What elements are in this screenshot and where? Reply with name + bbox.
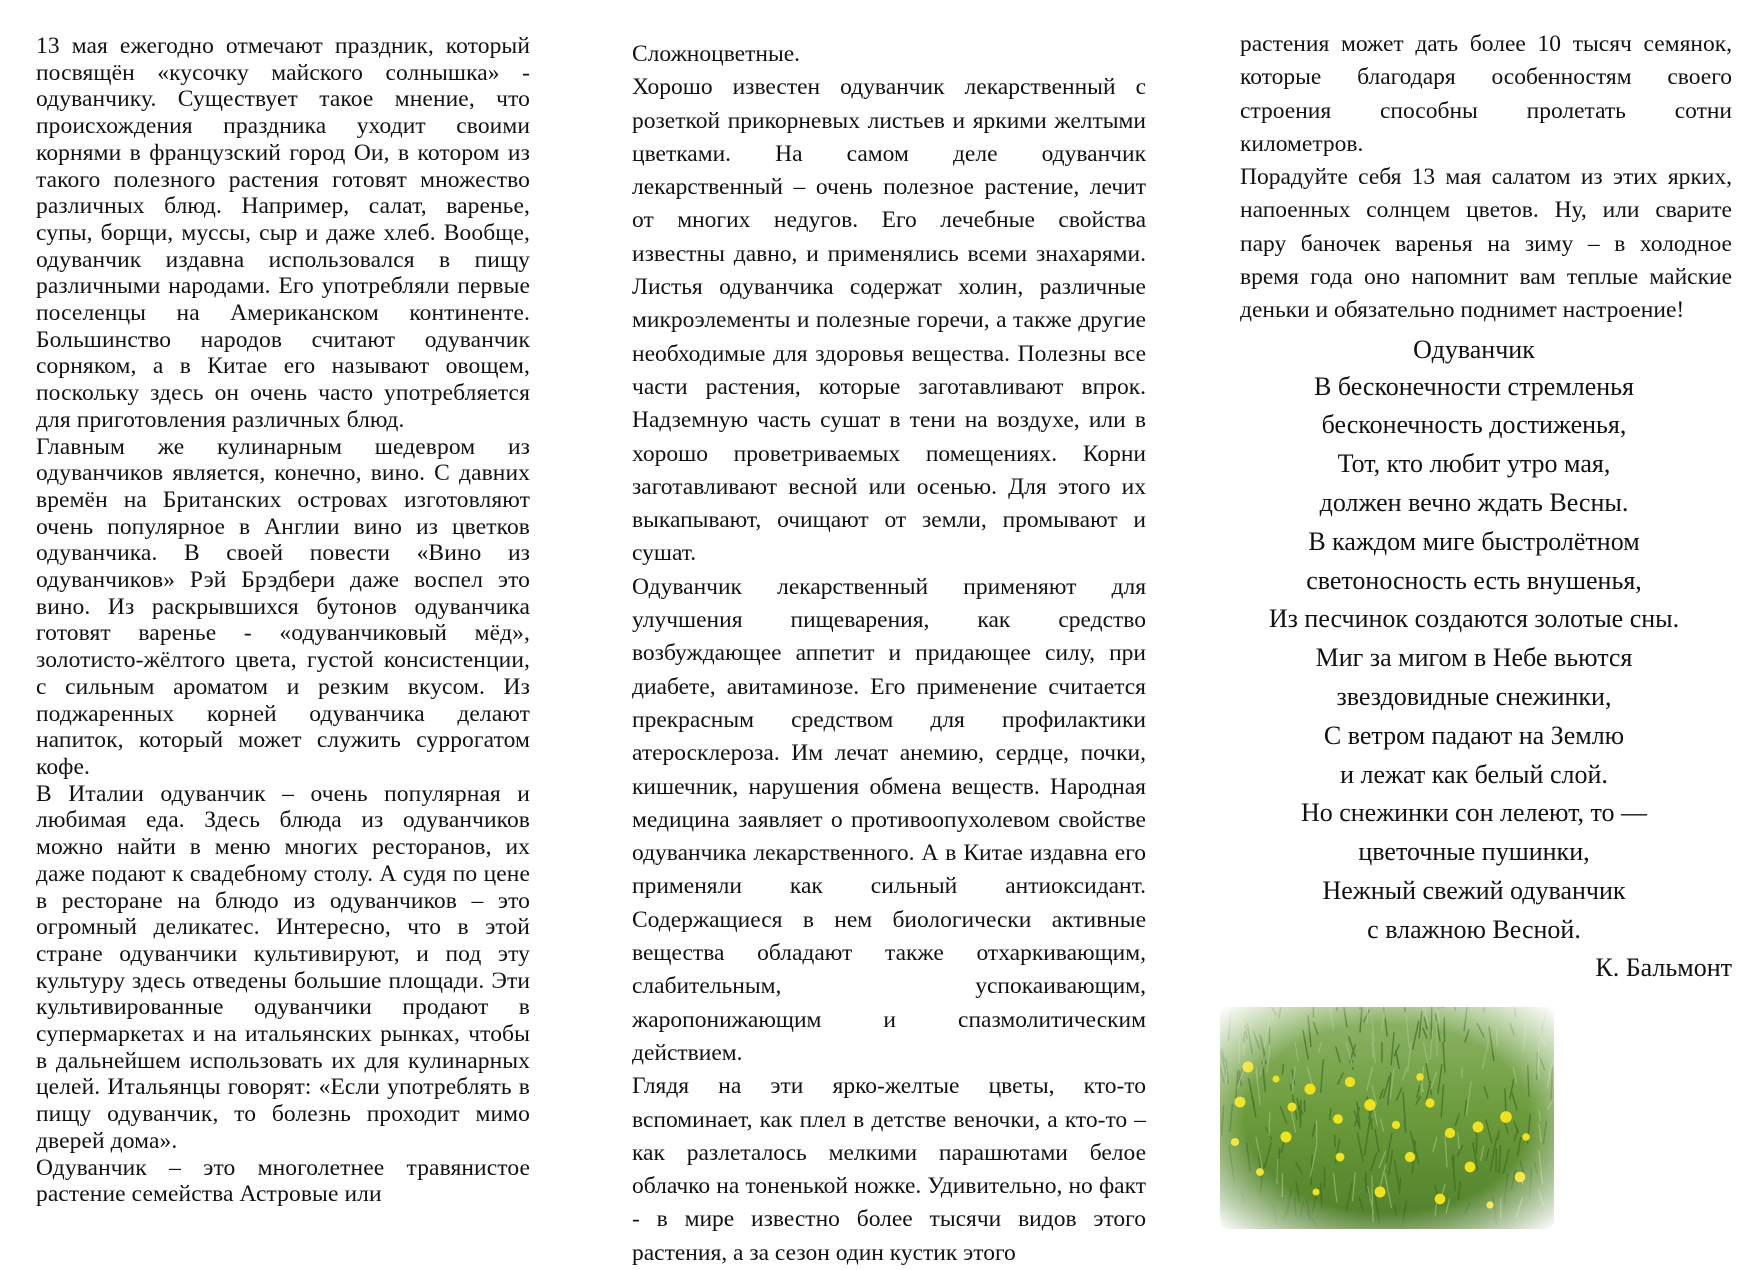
dandelion-flower [1333,1114,1343,1124]
grass-blade [1335,1135,1336,1147]
poem-line: В бесконечности стремленья [1218,368,1730,407]
poem-line: цветочные пушинки, [1218,833,1730,872]
dandelion-flower [1515,1172,1526,1183]
paragraph: Сложноцветные. [632,38,1146,71]
dandelion-flower [1256,1168,1264,1176]
poem-line: светоносность есть внушенья, [1218,562,1730,601]
dandelion-flower [1280,1131,1291,1142]
poem-line: с влажною Весной. [1218,911,1730,950]
poem-line: должен вечно ждать Весны. [1218,484,1730,523]
paragraph: В Италии одуванчик – очень популярная и любимая еда. Здесь блюда из одуванчиков можно найти в меню многих ресторанов, их даже подают к свадебному столу. А судя по цене в ресторане на блюдо из одуванчиков – это огромный деликатес. Интересно, что в этой стране одуванчики культивируют, и под эту культуру здесь отведены большие площади. Эти культивированные одуванчики продают в супермаркетах и на итальянских рынках, чтобы в дальнейшем использовать их для кулинарных целей. Итальянцы говорят: «Если употреблять в пищу одуванчик, то болезнь проходит мимо дверей дома». [36,781,530,1155]
poem-line: и лежат как белый слой. [1218,756,1730,795]
dandelion-flower [1486,1201,1493,1208]
paragraph: Одуванчик – это многолетнее травянистое растение семейства Астровые или [36,1155,530,1208]
column-1 [36,33,530,1208]
dandelion-flower [1345,1077,1355,1087]
dandelion-flower [1336,1153,1345,1162]
poem-title: Одуванчик [1218,332,1730,368]
paragraph: Хорошо известен одуванчик лекарственный с розеткой прикорневых листьев и яркими желтыми цветками. На самом деле одуванчик лекарственный – очень полезное растение, лечит от многих недугов. Его лечебные свойства известны давно, и применялись всеми знахарями. Листья одуванчика содержат холин, различные микроэлементы и полезные горечи, а также другие необходимые для здоровья вещества. Полезны все части растения, которые заготавливают впрок. Надземную часть сушат в тени на воздухе, или в хорошо проветриваемых помещениях. Корни заготавливают весной или осенью. Для этого их выкапывают, очищают от земли, промывают и сушат. [632,71,1146,570]
paragraph: растения может дать более 10 тысяч семянок, которые благодаря особенностям своего строения способны пролетать сотни километров. [1240,28,1732,161]
dandelion-flower [1305,1084,1316,1095]
poem-line: С ветром падают на Землю [1218,717,1730,756]
poem-line: Миг за мигом в Небе вьются [1218,639,1730,678]
poem-author: К. Бальмонт [1240,950,1732,986]
paragraph: Одуванчик лекарственный применяют для улучшения пищеварения, как средство возбуждающее аппетит и придающее силу, при диабете, авитаминозе. Его применение считается прекрасным средством для профилактики атеросклероза. Им лечат анемию, сердце, почки, кишечник, нарушения обмена веществ. Народная медицина заявляет о противоопухолевом свойстве одуванчика лекарственного. А в Китае издавна его применяли как сильный антиоксидант. Содержащиеся в нем биологически активные вещества обладают также отхаркивающим, слабительным, успокаивающим, жаропонижающим и спазмолитическим действием. [632,571,1146,1070]
column-3 [1240,28,1732,986]
paragraph: 13 мая ежегодно отмечают праздник, который посвящён «кусочку майского солнышка» - одуванчику. Существует такое мнение, что происхождения праздника уходит своими корнями в французский город Ои, в котором из такого полезного растения готовят множество различных блюд. Например, салат, варенье, супы, борщи, муссы, сыр и даже хлеб. Вообще, одуванчик издавна использовался в пищу различными народами. Его употребляли первые поселенцы на Американском континенте. Большинство народов считают одуванчик сорняком, а в Китае его называют овощем, поскольку здесь он очень часто употребляется для приготовления различных блюд. [36,33,530,434]
dandelion-flower [1243,1062,1254,1073]
dandelion-flower [1231,1138,1239,1146]
paragraph: Глядя на эти ярко-желтые цветы, кто-то вспоминает, как плел в детстве веночки, а кто-то – как разлеталось мелкими парашютами белое облачко на тоненькой ножке. Удивительно, но факт - в мире известно более тысячи видов этого растения, а за сезон один кустик этого [632,1070,1146,1270]
dandelion-flower [1235,1097,1246,1108]
dandelion-flower [1272,1075,1279,1082]
dandelion-flower [1445,1128,1455,1138]
paragraph: Главным же кулинарным шедевром из одуванчиков является, конечно, вино. С давних времён на Британских островах изготовляют очень популярное в Англии вино из цветков одуванчика. В своей повести «Вино из одуванчиков» Рэй Брэдбери даже воспел это вино. Из раскрывшихся бутонов одуванчика готовят варенье - «одуванчиковый мёд», золотисто-жёлтого цвета, густой консистенции, с сильным ароматом и резким вкусом. Из поджаренных корней одуванчика делают напиток, который может служить суррогатом кофе. [36,434,530,781]
poem-line: бесконечность достиженья, [1218,406,1730,445]
dandelion-flower [1312,1188,1319,1195]
dandelion-flower [1364,1099,1375,1110]
dandelion-flower [1435,1194,1446,1205]
dandelion-flower [1416,1073,1424,1081]
column-2 [632,38,1146,1270]
poem [1218,332,1730,950]
dandelion-flower [1425,1098,1434,1107]
dandelion-flower [1405,1152,1415,1162]
grass-blade [1300,1100,1301,1128]
grass-blade [1367,1007,1368,1024]
poem-line: Нежный свежий одуванчик [1218,872,1730,911]
dandelion-flower [1375,1187,1386,1198]
dandelion-flower [1392,1121,1400,1129]
dandelion-flower [1473,1122,1484,1133]
poem-line: Из песчинок создаются золотые сны. [1218,600,1730,639]
dandelion-flower [1465,1162,1476,1173]
poem-line: Тот, кто любит утро мая, [1218,445,1730,484]
poem-line: В каждом миге быстролётном [1218,523,1730,562]
paragraph: Порадуйте себя 13 мая салатом из этих ярких, напоенных солнцем цветов. Ну, или сварите пару баночек варенья на зиму – в холодное время года оно напомнит вам теплые майские деньки и обязательно поднимет настроение! [1240,161,1732,327]
dandelion-flower [1522,1133,1529,1140]
poem-line: Но снежинки сон лелеют, то — [1218,794,1730,833]
dandelion-flower [1500,1111,1512,1123]
dandelion-flower [1287,1102,1296,1111]
dandelion-meadow-photo [1220,1007,1554,1229]
poem-line: звездовидные снежинки, [1218,678,1730,717]
grass-blade [1269,1112,1270,1136]
